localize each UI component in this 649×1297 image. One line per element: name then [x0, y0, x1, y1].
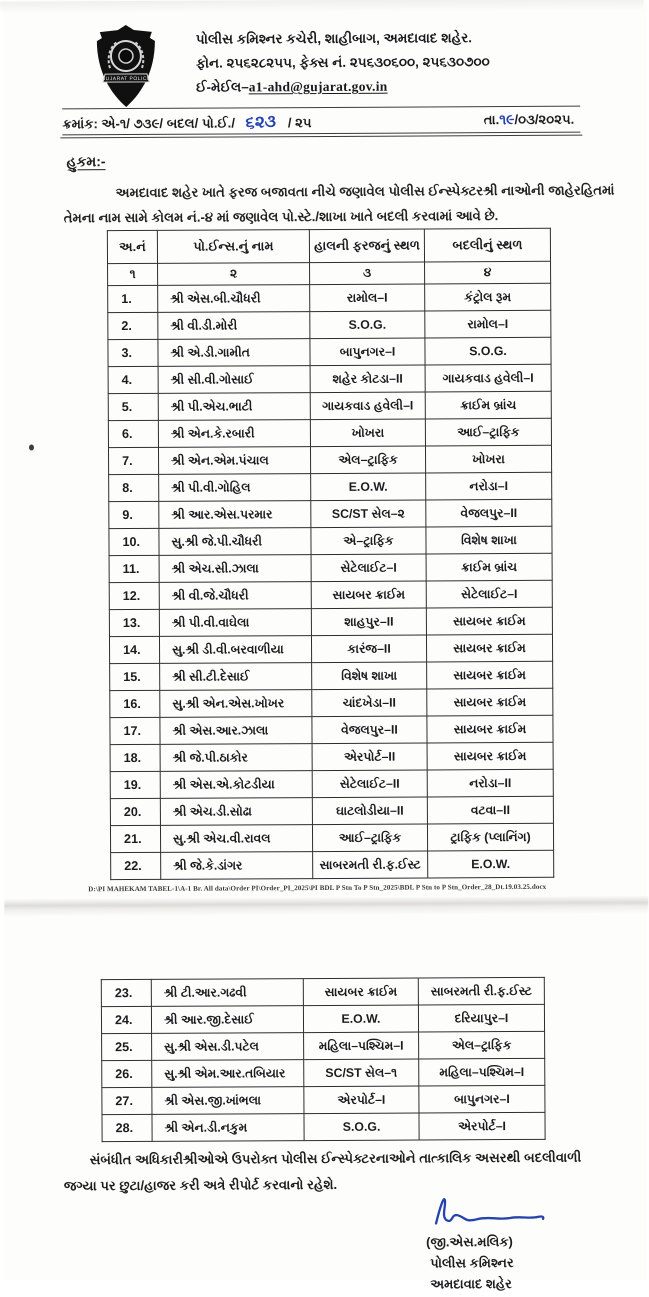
officer-name-cell: શ્રી એન.કે.રબારી [158, 420, 310, 448]
col-number-4: ૪ [424, 261, 550, 284]
order-date [483, 112, 574, 128]
new-posting-cell: ખોખરા [425, 445, 551, 473]
current-posting-cell: મહિલા–પશ્ચિમ–I [303, 1032, 418, 1060]
serial-cell: 7. [108, 447, 158, 474]
serial-cell: 18. [110, 744, 160, 771]
serial-cell: 27. [101, 1087, 151, 1114]
col-number-3: ૩ [309, 262, 424, 285]
table-row [109, 607, 552, 636]
current-posting-cell: એરપોર્ટ–II [312, 743, 427, 771]
serial-cell: 14. [109, 636, 159, 663]
serial-cell: 26. [101, 1060, 151, 1087]
current-posting-cell: સાબરમતી રી.ફ.ઈસ્ટ [312, 851, 427, 879]
new-posting-cell: E.O.W. [427, 850, 553, 878]
current-posting-cell: SC/ST સેલ–૨ [310, 500, 425, 528]
current-posting-cell: E.O.W. [303, 1005, 418, 1033]
table-row [110, 742, 553, 771]
serial-cell: 28. [101, 1114, 151, 1141]
serial-cell: 19. [110, 771, 160, 798]
scanned-transfer-order-page [3, 0, 647, 1292]
table-row [101, 1004, 544, 1033]
new-posting-cell: વિશેષ શાખા [425, 526, 551, 554]
column-number-row [107, 261, 550, 285]
handwritten-outward-number: ૬૨૩ [244, 111, 276, 134]
signatory-place: અમદાવાદ શહેર [429, 1276, 512, 1292]
new-posting-cell: સાયબર ક્રાઈમ [426, 607, 552, 635]
new-posting-cell: ગાયકવાડ હવેલી–I [425, 364, 551, 392]
intro-paragraph [63, 178, 615, 231]
table-row [110, 769, 553, 798]
table-row [110, 850, 553, 879]
current-posting-cell: રામોલ–I [309, 284, 424, 312]
officer-name-cell: શ્રી પી.વી.વાઘેલા [159, 609, 311, 637]
emblem-caption: GUJARAT POLICE [100, 75, 151, 83]
page-break-shadow [4, 895, 648, 916]
current-posting-cell: સાયબર ક્રાઈમ [311, 581, 426, 609]
table-row [109, 580, 552, 609]
officer-name-cell: સુ.શ્રી એચ.વી.રાવલ [160, 825, 312, 853]
serial-cell: 10. [108, 528, 158, 555]
officer-name-cell: શ્રી વી.ડી.મોરી [157, 312, 309, 340]
current-posting-cell: એરપોર્ટ–I [303, 1086, 418, 1114]
serial-cell: 17. [109, 717, 159, 744]
table-row [101, 977, 544, 1006]
officer-name-cell: શ્રી આર.જી.દેસાઈ [151, 1006, 303, 1034]
handwritten-date-day: ૧૯ [498, 111, 515, 129]
table-row [101, 1085, 544, 1114]
table-row [109, 688, 552, 717]
new-posting-cell: આઈ–ટ્રાફિક [425, 418, 551, 446]
officer-name-cell: સુ.શ્રી એસ.ડી.પટેલ [151, 1033, 303, 1061]
new-posting-cell: સાયબર ક્રાઈમ [426, 688, 552, 716]
new-posting-cell: સાયબર ક્રાઈમ [426, 661, 552, 689]
current-posting-cell: S.O.G. [309, 311, 424, 339]
header-new-posting: બદલીનું સ્થળ [424, 228, 550, 262]
current-posting-cell: સેટેલાઈટ–I [311, 554, 426, 582]
table-row [107, 310, 550, 339]
officer-name-cell: શ્રી એસ.એ.કોટડીયા [160, 771, 312, 799]
table-row [108, 445, 551, 474]
org-email-line [196, 74, 586, 100]
officer-name-cell: શ્રી જે.કે.ડાંગર [160, 852, 312, 880]
serial-cell: 9. [108, 501, 158, 528]
new-posting-cell: S.O.G. [424, 337, 550, 365]
officer-name-cell: શ્રી સી.ટી.દેસાઈ [159, 663, 311, 691]
new-posting-cell: સેટેલાઈટ–I [426, 580, 552, 608]
current-posting-cell: કારંજ–II [311, 635, 426, 663]
current-posting-cell: શહેર કોટડા–II [310, 365, 425, 393]
new-posting-cell: દરિયાપુર–I [418, 1004, 544, 1032]
ref-prefix: ક્રમાંક: એ-૧/ ૭૩૯/ બદલ/ પો.ઈ./ [61, 115, 235, 132]
officer-name-cell: શ્રી વી.જે.ચૌધરી [159, 582, 311, 610]
email-label: ઈ-મેઈલ– [195, 79, 249, 95]
org-email: a1-ahd@gujarat.gov.in [248, 78, 388, 95]
org-phone-fax: ફોન. ૨૫૬૨૮૨૫૫, ફેક્સ નં. ૨૫૬૩૦૬૦૦, ૨૫૬૩૦૭૦૦ [195, 54, 490, 71]
header-officer-name: પો.ઈન્સ.નું નામ [157, 230, 309, 264]
serial-cell: 20. [110, 798, 160, 825]
officer-name-cell: શ્રી ટી.આર.ગઢવી [151, 979, 303, 1007]
officer-name-cell: શ્રી પી.વી.ગોહિલ [158, 474, 310, 502]
new-posting-cell: સાયબર ક્રાઈમ [426, 634, 552, 662]
date-label: તા. [483, 112, 499, 128]
serial-cell: 6. [108, 420, 158, 447]
current-posting-cell: આઈ–ટ્રાફિક [312, 824, 427, 852]
serial-cell: 13. [109, 609, 159, 636]
current-posting-cell: ચાંદખેડા–II [311, 689, 426, 717]
officer-name-cell: શ્રી એસ.આર.ઝાલા [159, 717, 311, 745]
current-posting-cell: શાહપુર–II [311, 608, 426, 636]
table-row [110, 796, 553, 825]
intro-line-2: તેમના નામ સામે કોલમ નં.-૪ માં જણાવેલ પો.સ્ટે./શાખા ખાતે બદલી કરવામાં આવે છે. [63, 208, 498, 226]
table-row [108, 364, 551, 393]
new-posting-cell: એલ–ટ્રાફિક [418, 1031, 544, 1059]
serial-cell: 5. [108, 393, 158, 420]
current-posting-cell: વેજલપુર–II [311, 716, 426, 744]
table-row [108, 472, 551, 501]
current-posting-cell: SC/ST સેલ–૧ [303, 1059, 418, 1087]
officer-name-cell: સુ.શ્રી એન.એસ.ખોખર [159, 690, 311, 718]
table-row [107, 283, 550, 312]
table-row [108, 499, 551, 528]
serial-cell: 8. [108, 474, 158, 501]
serial-cell: 22. [110, 852, 160, 879]
new-posting-cell: સાબરમતી રી.ફ.ઈસ્ટ [418, 977, 544, 1005]
table-row [110, 823, 553, 852]
transfer-table-page1 [106, 228, 553, 880]
transfer-rows-page1 [107, 283, 553, 879]
org-name: પોલીસ કમિશ્નર કચેરી, શાહીબાગ, અમદાવાદ શહેર. [195, 30, 472, 47]
table-header-row [107, 228, 550, 263]
current-posting-cell: સેટેલાઈટ–II [312, 770, 427, 798]
serial-cell: 16. [109, 690, 159, 717]
new-posting-cell: વટવા–II [427, 796, 553, 824]
table-row [109, 553, 552, 582]
letterhead-text [195, 26, 585, 100]
new-posting-cell: એરપોર્ટ–I [418, 1112, 544, 1140]
gujarat-police-emblem-icon [73, 23, 177, 110]
new-posting-cell: સાયબર ક્રાઈમ [426, 715, 552, 743]
new-posting-cell: વેજલપુર–II [425, 499, 551, 527]
signatory-title: પોલીસ કમિશ્નર [429, 1255, 514, 1271]
new-posting-cell: ક્રાઈમ બ્રાંચ [426, 553, 552, 581]
table-row [109, 715, 552, 744]
table-row [101, 1058, 544, 1087]
closing-line-1: સંબંધીત અધિકારીશ્રીઓએ ઉપરોક્ત પોલીસ ઈન્સ્પેક્ટરનાઓને તાત્કાલિક અસરથી બદલીવાળી [89, 1149, 581, 1168]
officer-name-cell: શ્રી એન.એમ.પંચાલ [158, 447, 310, 475]
officer-name-cell: શ્રી એચ.ડી.સોઢા [160, 798, 312, 826]
current-posting-cell: ખોખરા [310, 419, 425, 447]
officer-name-cell: શ્રી સી.વી.ગોસાઈ [158, 366, 310, 394]
table-row [108, 391, 551, 420]
new-posting-cell: નરોડા–I [425, 472, 551, 500]
officer-name-cell: શ્રી એ.ડી.ગામીત [157, 339, 309, 367]
new-posting-cell: બાપુનગર–I [418, 1085, 544, 1113]
serial-cell: 11. [109, 555, 159, 582]
table-row [109, 634, 552, 663]
header-current-posting: હાલની ફરજનું સ્થળ [309, 229, 424, 263]
col-number-2: ૨ [157, 263, 309, 286]
current-posting-cell: વિશેષ શાખા [311, 662, 426, 690]
current-posting-cell: સાયબર ક્રાઈમ [303, 978, 418, 1006]
ref-suffix: / ૨૫ [287, 115, 312, 131]
officer-name-cell: શ્રી પી.એચ.ભાટી [158, 393, 310, 421]
serial-cell: 23. [101, 979, 151, 1006]
current-posting-cell: ઘાટલોડીયા–II [312, 797, 427, 825]
table-row [101, 1031, 544, 1060]
table-row [108, 418, 551, 447]
new-posting-cell: મહિલા–પશ્ચિમ–I [418, 1058, 544, 1086]
officer-name-cell: શ્રી એન.ડી.નકુમ [151, 1114, 303, 1142]
table-row [107, 337, 550, 366]
serial-cell: 15. [109, 663, 159, 690]
officer-name-cell: શ્રી એસ.જી.ખાંભલા [151, 1087, 303, 1115]
serial-cell: 21. [110, 825, 160, 852]
officer-name-cell: શ્રી આર.એસ.પરમાર [158, 501, 310, 529]
date-rest: /૦૩/૨૦૨૫. [513, 111, 574, 128]
signature-scribble-icon [429, 1191, 547, 1232]
new-posting-cell: નરોડા–II [427, 769, 553, 797]
new-posting-cell: રામોલ–I [424, 310, 550, 338]
current-posting-cell: S.O.G. [303, 1113, 418, 1141]
new-posting-cell: કંટ્રોલ રૂમ [424, 283, 550, 311]
officer-name-cell: સુ.શ્રી જે.પી.ચૌધરી [158, 528, 310, 556]
serial-cell: 4. [108, 366, 158, 393]
transfer-rows-page2 [101, 977, 545, 1141]
officer-name-cell: શ્રી એસ.બી.ચૌધરી [157, 285, 309, 313]
officer-name-cell: સુ.શ્રી એમ.આર.તબિયાર [151, 1060, 303, 1088]
current-posting-cell: ગાયકવાડ હવેલી–I [310, 392, 425, 420]
scan-edge-shadow [0, 0, 643, 14]
serial-cell: 3. [107, 339, 157, 366]
new-posting-cell: ટ્રાફિક (પ્લાનિંગ) [427, 823, 553, 851]
document-file-path: D:\PI MAHEKAM TABEL-1\A-1 Br. All data\Order PI\Order_PI_2025\PI BDL P Stn To P Stn_2025\BDL P Stn to P Stn_Order_28_Dt.19.03.25.docx [87, 882, 546, 894]
serial-cell: 12. [109, 582, 159, 609]
signatory-name: (જી.એસ.મલિક) [425, 1234, 513, 1250]
serial-cell: 24. [101, 1006, 151, 1033]
officer-name-cell: શ્રી એચ.સી.ઝાલા [159, 555, 311, 583]
serial-cell: 25. [101, 1033, 151, 1060]
current-posting-cell: બાપુનગર–I [309, 338, 424, 366]
current-posting-cell: E.O.W. [310, 473, 425, 501]
header-serial: અ.નં [107, 230, 157, 263]
signature-block [423, 1190, 614, 1294]
table-row [101, 1112, 544, 1141]
current-posting-cell: એલ–ટ્રાફિક [310, 446, 425, 474]
serial-cell: 2. [107, 312, 157, 339]
transfer-table-page2 [100, 977, 545, 1142]
current-posting-cell: એ–ટ્રાફિક [310, 527, 425, 555]
officer-name-cell: સુ.શ્રી ડી.વી.બરવાળીયા [159, 636, 311, 664]
order-heading: હુકમ:- [65, 153, 106, 170]
scan-artifact-dot [28, 445, 33, 451]
col-number-1: ૧ [107, 263, 157, 285]
closing-line-2: જગ્યા પર છુટા/હાજર કરી અત્રે રીપોર્ટ કરવાનો રહેશે. [63, 1176, 337, 1194]
table-row [108, 526, 551, 555]
officer-name-cell: શ્રી જે.પી.ઠાકોર [160, 744, 312, 772]
table-row [109, 661, 552, 690]
reference-number-line [62, 106, 580, 136]
new-posting-cell: ક્રાઈમ બ્રાંચ [425, 391, 551, 419]
serial-cell: 1. [107, 285, 157, 312]
new-posting-cell: સાયબર ક્રાઈમ [427, 742, 553, 770]
intro-line-1: અમદાવાદ શહેર ખાતે ફરજ બજાવતા નીચે જણાવેલ પોલીસ ઈન્સ્પેક્ટરશ્રી નાઓની જાહેરહિતમાં [115, 182, 615, 201]
